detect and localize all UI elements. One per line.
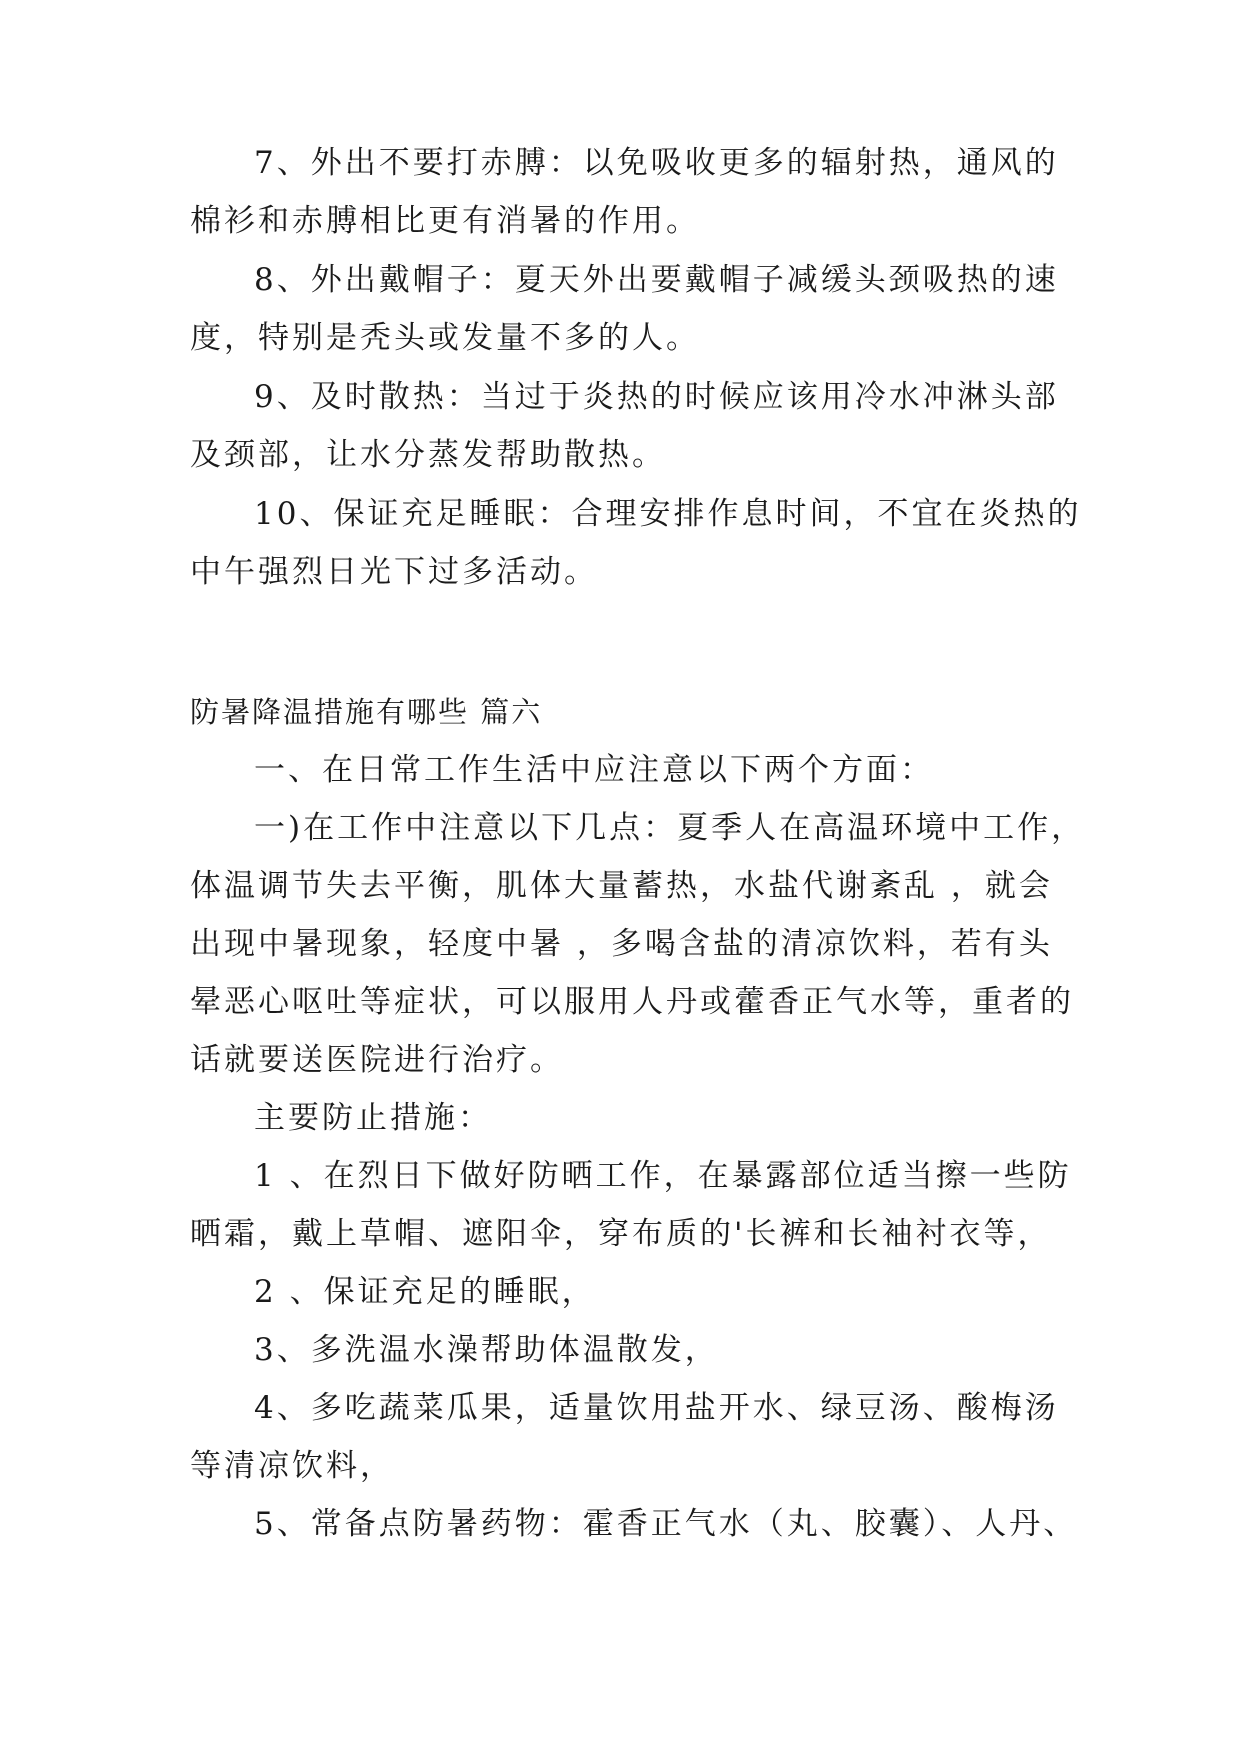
paragraph-line: 晒霜，戴上草帽、遮阳伞，穿布质的'长裤和长袖衬衣等， <box>190 1216 1052 1252</box>
paragraph-line: 8、外出戴帽子：夏天外出要戴帽子减缓头颈吸热的速 <box>254 262 1059 298</box>
paragraph-line: 一、在日常工作生活中应注意以下两个方面： <box>254 752 934 788</box>
paragraph-line: 5、常备点防暑药物：霍香正气水（丸、胶囊）、人丹、 <box>254 1506 1078 1542</box>
paragraph-line: 度，特别是秃头或发量不多的人。 <box>190 320 700 356</box>
paragraph-line: 一)在工作中注意以下几点：夏季人在高温环境中工作， <box>254 810 1086 846</box>
work-paragraph <box>190 799 1086 1089</box>
paragraph-line: 体温调节失去平衡，肌体大量蓄热，水盐代谢紊乱 ，就会 <box>190 868 1053 904</box>
measure-item-2 <box>190 1263 1050 1321</box>
section-heading-text: 防暑降温措施有哪些 篇六 <box>190 695 543 729</box>
measure-item-1 <box>190 1147 1072 1263</box>
paragraph-item-9 <box>190 368 1059 484</box>
paragraph-line: 及颈部，让水分蒸发帮助散热。 <box>190 437 666 473</box>
paragraph-line: 2 、保证充足的睡眠， <box>254 1274 596 1310</box>
paragraph-line: 话就要送医院进行治疗。 <box>190 1042 564 1078</box>
paragraph-line: 10、保证充足睡眠：合理安排作息时间，不宜在炎热的 <box>254 496 1082 532</box>
paragraph-line: 4、多吃蔬菜瓜果，适量饮用盐开水、绿豆汤、酸梅汤 <box>254 1390 1059 1426</box>
paragraph-line: 7、外出不要打赤膊：以免吸收更多的辐射热，通风的 <box>254 145 1059 181</box>
paragraph-item-10 <box>190 485 1082 601</box>
section-heading <box>190 683 1050 741</box>
paragraph-line: 等清凉饮料， <box>190 1448 394 1484</box>
measure-item-5 <box>190 1495 1078 1553</box>
measure-item-4 <box>190 1379 1059 1495</box>
main-measures-heading <box>190 1089 1050 1147</box>
paragraph-line: 棉衫和赤膊相比更有消暑的作用。 <box>190 203 700 239</box>
paragraph-line: 主要防止措施： <box>254 1100 492 1136</box>
paragraph-line: 中午强烈日光下过多活动。 <box>190 554 598 590</box>
paragraph-item-8 <box>190 251 1059 367</box>
measure-item-3 <box>190 1321 1050 1379</box>
paragraph-line: 9、及时散热：当过于炎热的时候应该用冷水冲淋头部 <box>254 379 1059 415</box>
paragraph-item-7 <box>190 134 1059 250</box>
paragraph-line: 出现中暑现象，轻度中暑 ，多喝含盐的清凉饮料，若有头 <box>190 926 1053 962</box>
intro-paragraph <box>190 741 1050 799</box>
paragraph-line: 1 、在烈日下做好防晒工作，在暴露部位适当擦一些防 <box>254 1158 1072 1194</box>
paragraph-line: 3、多洗温水澡帮助体温散发， <box>254 1332 719 1368</box>
paragraph-line: 晕恶心呕吐等症状，可以服用人丹或藿香正气水等，重者的 <box>190 984 1074 1020</box>
